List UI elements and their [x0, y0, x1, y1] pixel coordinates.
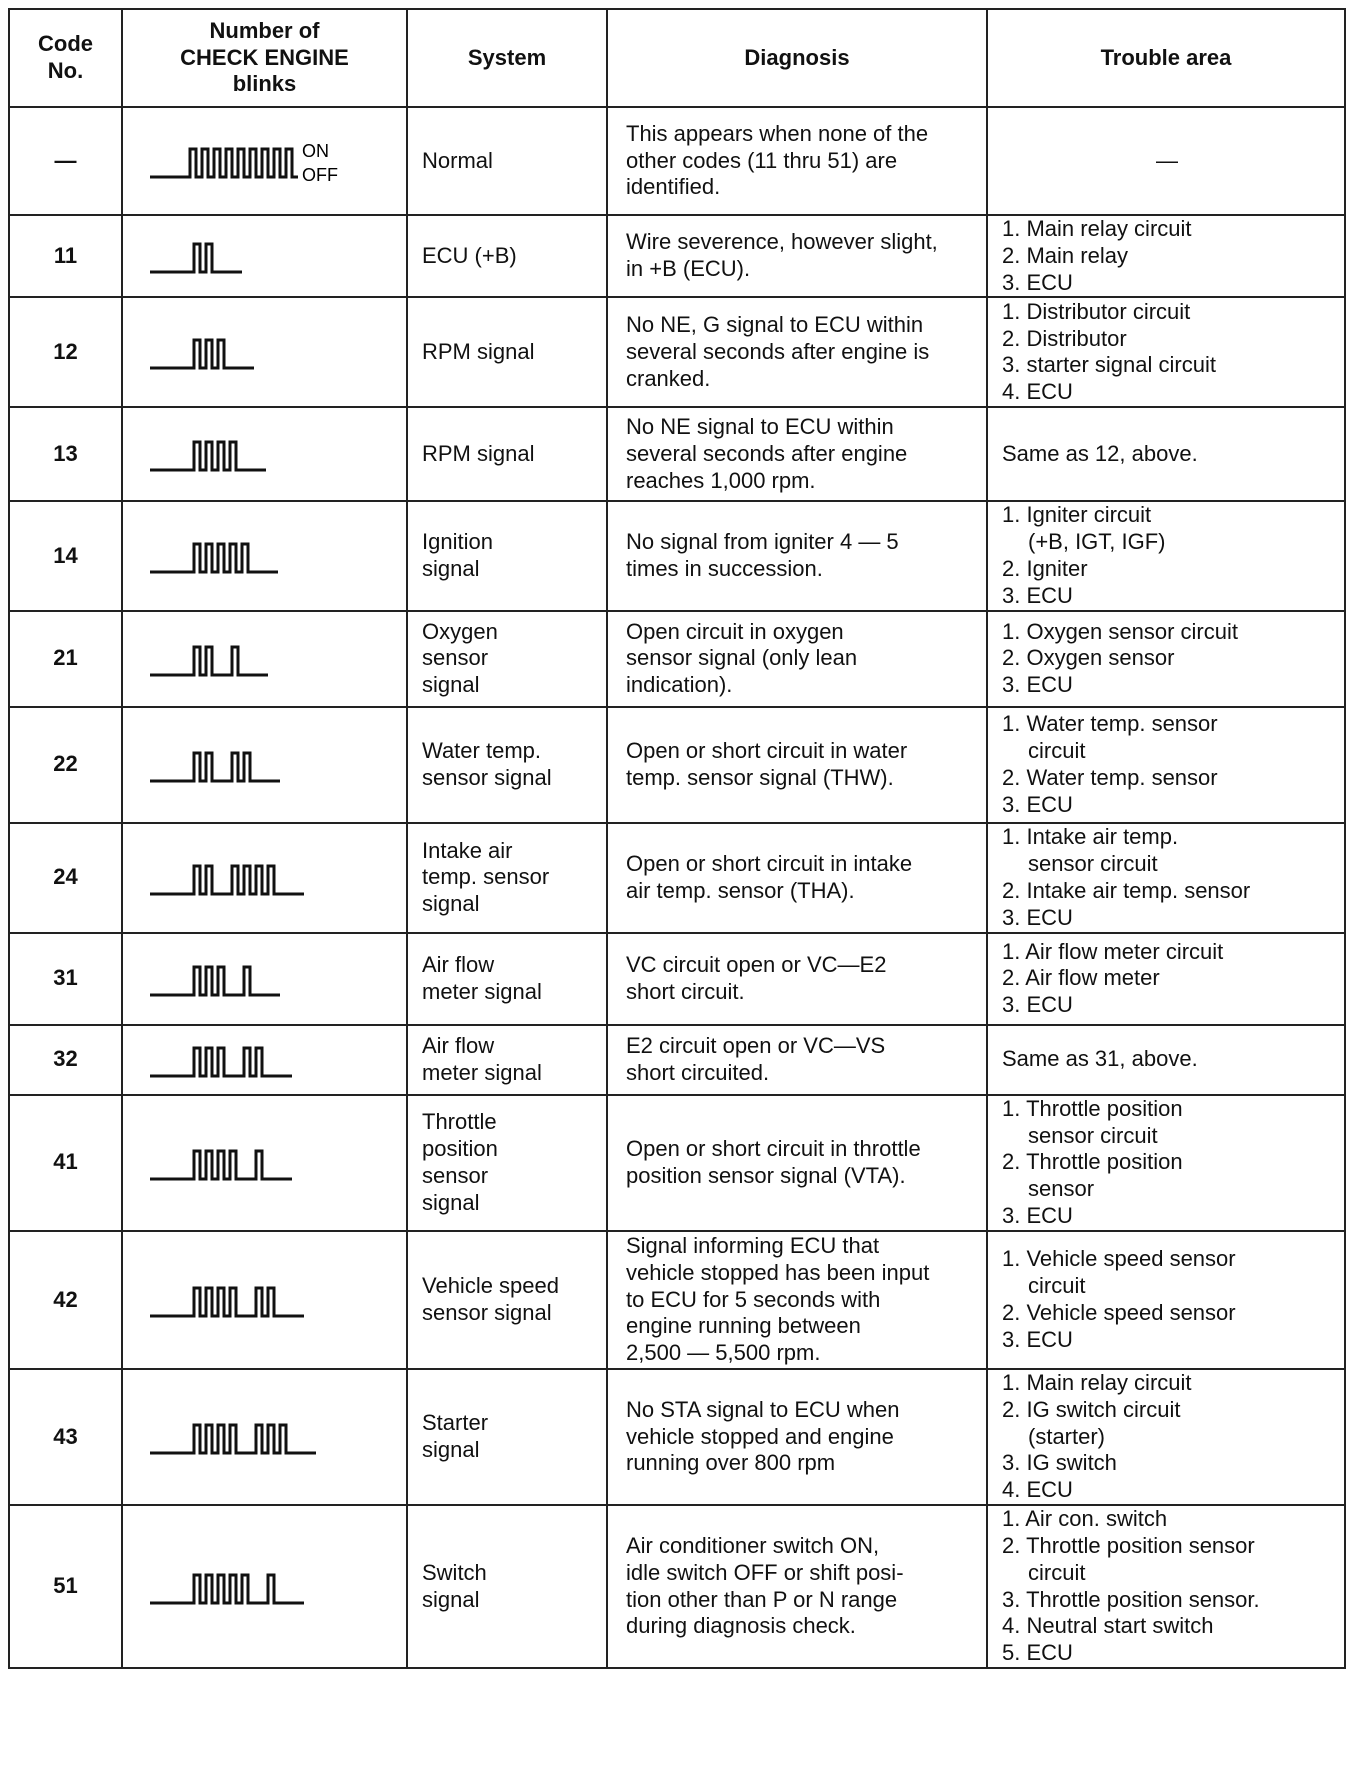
blink-waveform — [150, 967, 280, 995]
trouble-item: 1. Throttle position sensor circuit — [1002, 1095, 1183, 1148]
trouble-item: 3. ECU — [1002, 791, 1073, 817]
trouble-item: 5. ECU — [1002, 1640, 1073, 1666]
system-name: RPM signal — [407, 407, 607, 501]
blink-pattern — [122, 707, 407, 823]
system-name: Normal — [407, 107, 607, 215]
trouble-area — [987, 611, 1345, 707]
code-number: 12 — [9, 297, 122, 407]
blink-pattern — [122, 107, 407, 215]
system-name: Intake air temp. sensor signal — [407, 823, 607, 933]
system-name: Water temp. sensor signal — [407, 707, 607, 823]
blink-pattern-icon — [130, 1557, 400, 1617]
trouble-item: 2. Throttle position sensor — [1002, 1149, 1183, 1202]
trouble-item: 3. ECU — [1002, 1326, 1073, 1352]
signal-off-label: OFF — [301, 165, 338, 185]
diagnosis-text: Open or short circuit in throttle position sensor signal (VTA). — [607, 1095, 987, 1231]
table-row — [9, 1231, 1345, 1369]
table-row — [9, 823, 1345, 933]
code-number: 31 — [9, 933, 122, 1025]
trouble-list — [1002, 1246, 1332, 1353]
blink-pattern-icon — [130, 322, 400, 382]
trouble-item: Same as 31, above. — [1002, 1046, 1198, 1072]
blink-pattern — [122, 933, 407, 1025]
blink-waveform — [150, 1575, 304, 1603]
table-row — [9, 1505, 1345, 1668]
trouble-area — [987, 1231, 1345, 1369]
trouble-item: 1. Air con. switch — [1002, 1506, 1168, 1532]
trouble-area — [987, 501, 1345, 610]
code-number: — — [9, 107, 122, 215]
blink-pattern — [122, 407, 407, 501]
diagnosis-text: Signal informing ECU that vehicle stopped has been input to ECU for 5 seconds with engine running between 2,500 — 5,500 rpm. — [607, 1231, 987, 1369]
trouble-area — [987, 1025, 1345, 1095]
diagnosis-text: VC circuit open or VC—E2 short circuit. — [607, 933, 987, 1025]
trouble-list — [1002, 939, 1332, 1019]
trouble-item: Same as 12, above. — [1002, 441, 1198, 467]
blink-pattern — [122, 1505, 407, 1668]
trouble-item: 2. Igniter — [1002, 556, 1088, 582]
system-name: ECU (+B) — [407, 215, 607, 297]
system-name: Air flow meter signal — [407, 1025, 607, 1095]
table-row — [9, 707, 1345, 823]
blink-pattern-icon — [130, 526, 400, 586]
code-number: 51 — [9, 1505, 122, 1668]
trouble-list — [1002, 502, 1332, 609]
trouble-list — [1002, 1096, 1332, 1230]
table-row — [9, 297, 1345, 407]
blink-waveform — [150, 1048, 292, 1076]
trouble-item: 3. ECU — [1002, 904, 1073, 930]
blink-pattern — [122, 1231, 407, 1369]
blink-pattern-icon — [130, 1030, 400, 1090]
trouble-area — [987, 1095, 1345, 1231]
trouble-item: 3. ECU — [1002, 1203, 1073, 1229]
header-row — [9, 9, 1345, 107]
system-name: Ignition signal — [407, 501, 607, 610]
trouble-item: 3. starter signal circuit — [1002, 352, 1216, 378]
diagnosis-text: E2 circuit open or VC—VS short circuited. — [607, 1025, 987, 1095]
trouble-item: 3. IG switch — [1002, 1450, 1117, 1476]
trouble-item: 2. Air flow meter — [1002, 965, 1160, 991]
trouble-area — [987, 297, 1345, 407]
table-row — [9, 407, 1345, 501]
trouble-item: 2. Distributor — [1002, 325, 1127, 351]
diagnosis-text: No NE signal to ECU within several seconds after engine reaches 1,000 rpm. — [607, 407, 987, 501]
trouble-list — [1002, 299, 1332, 406]
code-number: 43 — [9, 1369, 122, 1505]
code-number: 32 — [9, 1025, 122, 1095]
table-row — [9, 107, 1345, 215]
blink-pattern — [122, 215, 407, 297]
system-name: Air flow meter signal — [407, 933, 607, 1025]
diagnosis-text: No signal from igniter 4 — 5 times in succession. — [607, 501, 987, 610]
header-code: Code No. — [9, 9, 122, 107]
trouble-list — [1002, 711, 1332, 818]
trouble-item: 2. IG switch circuit (starter) — [1002, 1396, 1181, 1449]
diagnosis-text: No STA signal to ECU when vehicle stopped and engine running over 800 rpm — [607, 1369, 987, 1505]
blink-waveform — [150, 244, 242, 272]
table-row — [9, 501, 1345, 610]
trouble-list — [1002, 441, 1332, 468]
system-name: Starter signal — [407, 1369, 607, 1505]
trouble-item: 2. Throttle position sensor circuit — [1002, 1532, 1255, 1585]
blink-pattern-icon — [130, 1407, 400, 1467]
blink-pattern-icon — [130, 424, 400, 484]
trouble-item: 2. Intake air temp. sensor — [1002, 877, 1251, 903]
trouble-item: 4. ECU — [1002, 379, 1073, 405]
blink-pattern — [122, 297, 407, 407]
trouble-list — [1002, 1370, 1332, 1504]
system-name: Vehicle speed sensor signal — [407, 1231, 607, 1369]
trouble-item: 2. Main relay — [1002, 242, 1128, 268]
trouble-area — [987, 107, 1345, 215]
blink-waveform — [150, 1288, 304, 1316]
code-number: 11 — [9, 215, 122, 297]
table-row — [9, 215, 1345, 297]
trouble-item: 1. Vehicle speed sensor circuit — [1002, 1246, 1236, 1299]
blink-pattern — [122, 1369, 407, 1505]
trouble-item: 4. Neutral start switch — [1002, 1613, 1214, 1639]
blink-pattern-icon — [130, 226, 400, 286]
trouble-item: 3. ECU — [1002, 269, 1073, 295]
system-name: Oxygen sensor signal — [407, 611, 607, 707]
diagnostic-code-chart — [8, 8, 1344, 1669]
trouble-list — [1002, 824, 1332, 931]
trouble-item: 1. Distributor circuit — [1002, 298, 1191, 324]
blink-waveform — [150, 647, 268, 675]
trouble-item: 4. ECU — [1002, 1477, 1073, 1503]
blink-waveform — [150, 1151, 292, 1179]
diagnosis-text: No NE, G signal to ECU within several seconds after engine is cranked. — [607, 297, 987, 407]
diagnosis-text: Wire severence, however slight, in +B (ECU). — [607, 215, 987, 297]
diagnosis-text: Air conditioner switch ON, idle switch OFF or shift posi- tion other than P or N range during diagnosis check. — [607, 1505, 987, 1668]
trouble-item: 1. Oxygen sensor circuit — [1002, 618, 1238, 644]
code-number: 14 — [9, 501, 122, 610]
diagnosis-text: This appears when none of the other codes (11 thru 51) are identified. — [607, 107, 987, 215]
trouble-item: 2. Oxygen sensor — [1002, 645, 1175, 671]
diagnosis-text: Open or short circuit in water temp. sensor signal (THW). — [607, 707, 987, 823]
trouble-area — [987, 933, 1345, 1025]
blink-pattern-icon — [130, 848, 400, 908]
trouble-item: 2. Vehicle speed sensor — [1002, 1299, 1236, 1325]
blink-pattern-icon — [130, 131, 400, 191]
signal-on-label: ON — [301, 141, 329, 161]
trouble-item: 3. ECU — [1002, 672, 1073, 698]
trouble-area — [987, 215, 1345, 297]
blink-pattern-icon — [130, 1133, 400, 1193]
code-number: 22 — [9, 707, 122, 823]
blink-pattern — [122, 501, 407, 610]
trouble-item: 1. Main relay circuit — [1002, 216, 1192, 241]
trouble-item: 1. Igniter circuit (+B, IGT, IGF) — [1002, 502, 1166, 555]
code-number: 42 — [9, 1231, 122, 1369]
trouble-area — [987, 707, 1345, 823]
blink-waveform — [150, 442, 266, 470]
blink-pattern — [122, 1025, 407, 1095]
table-row — [9, 611, 1345, 707]
blink-pattern-icon — [130, 735, 400, 795]
table-row — [9, 1025, 1345, 1095]
trouble-list — [1002, 619, 1332, 699]
blink-pattern — [122, 1095, 407, 1231]
trouble-area — [987, 1369, 1345, 1505]
table-row — [9, 1369, 1345, 1505]
blink-waveform — [150, 753, 280, 781]
diagnosis-text: Open or short circuit in intake air temp. sensor (THA). — [607, 823, 987, 933]
table-row — [9, 933, 1345, 1025]
blink-pattern — [122, 611, 407, 707]
header-diagnosis: Diagnosis — [607, 9, 987, 107]
trouble-item: 3. ECU — [1002, 992, 1073, 1018]
system-name: RPM signal — [407, 297, 607, 407]
header-trouble-area: Trouble area — [987, 9, 1345, 107]
header-blinks: Number of CHECK ENGINE blinks — [122, 9, 407, 107]
blink-pattern-icon — [130, 949, 400, 1009]
code-number: 24 — [9, 823, 122, 933]
trouble-item: 1. Intake air temp. sensor circuit — [1002, 824, 1179, 876]
trouble-item: 2. Water temp. sensor — [1002, 764, 1218, 790]
system-name: Switch signal — [407, 1505, 607, 1668]
blink-waveform — [150, 1425, 316, 1453]
trouble-item: 3. ECU — [1002, 582, 1073, 608]
code-number: 13 — [9, 407, 122, 501]
system-name: Throttle position sensor signal — [407, 1095, 607, 1231]
diagnostic-code-table — [8, 8, 1346, 1669]
trouble-list — [1002, 216, 1332, 296]
trouble-item: 1. Air flow meter circuit — [1002, 938, 1224, 964]
trouble-item: 3. Throttle position sensor. — [1002, 1586, 1260, 1612]
blink-pattern-icon — [130, 1270, 400, 1330]
trouble-item: — — [1156, 147, 1178, 173]
header-system: System — [407, 9, 607, 107]
blink-pattern-icon — [130, 629, 400, 689]
diagnosis-text: Open circuit in oxygen sensor signal (only lean indication). — [607, 611, 987, 707]
trouble-item: 1. Main relay circuit — [1002, 1369, 1192, 1395]
blink-waveform — [150, 866, 304, 894]
code-number: 41 — [9, 1095, 122, 1231]
trouble-area — [987, 1505, 1345, 1668]
trouble-list — [1002, 1506, 1332, 1667]
trouble-area — [987, 823, 1345, 933]
trouble-item: 1. Water temp. sensor circuit — [1002, 711, 1218, 763]
blink-waveform — [150, 340, 254, 368]
table-row — [9, 1095, 1345, 1231]
code-number: 21 — [9, 611, 122, 707]
blink-waveform — [150, 544, 278, 572]
trouble-list — [1002, 1046, 1332, 1073]
blink-pattern — [122, 823, 407, 933]
trouble-area — [987, 407, 1345, 501]
blink-waveform — [150, 149, 298, 177]
